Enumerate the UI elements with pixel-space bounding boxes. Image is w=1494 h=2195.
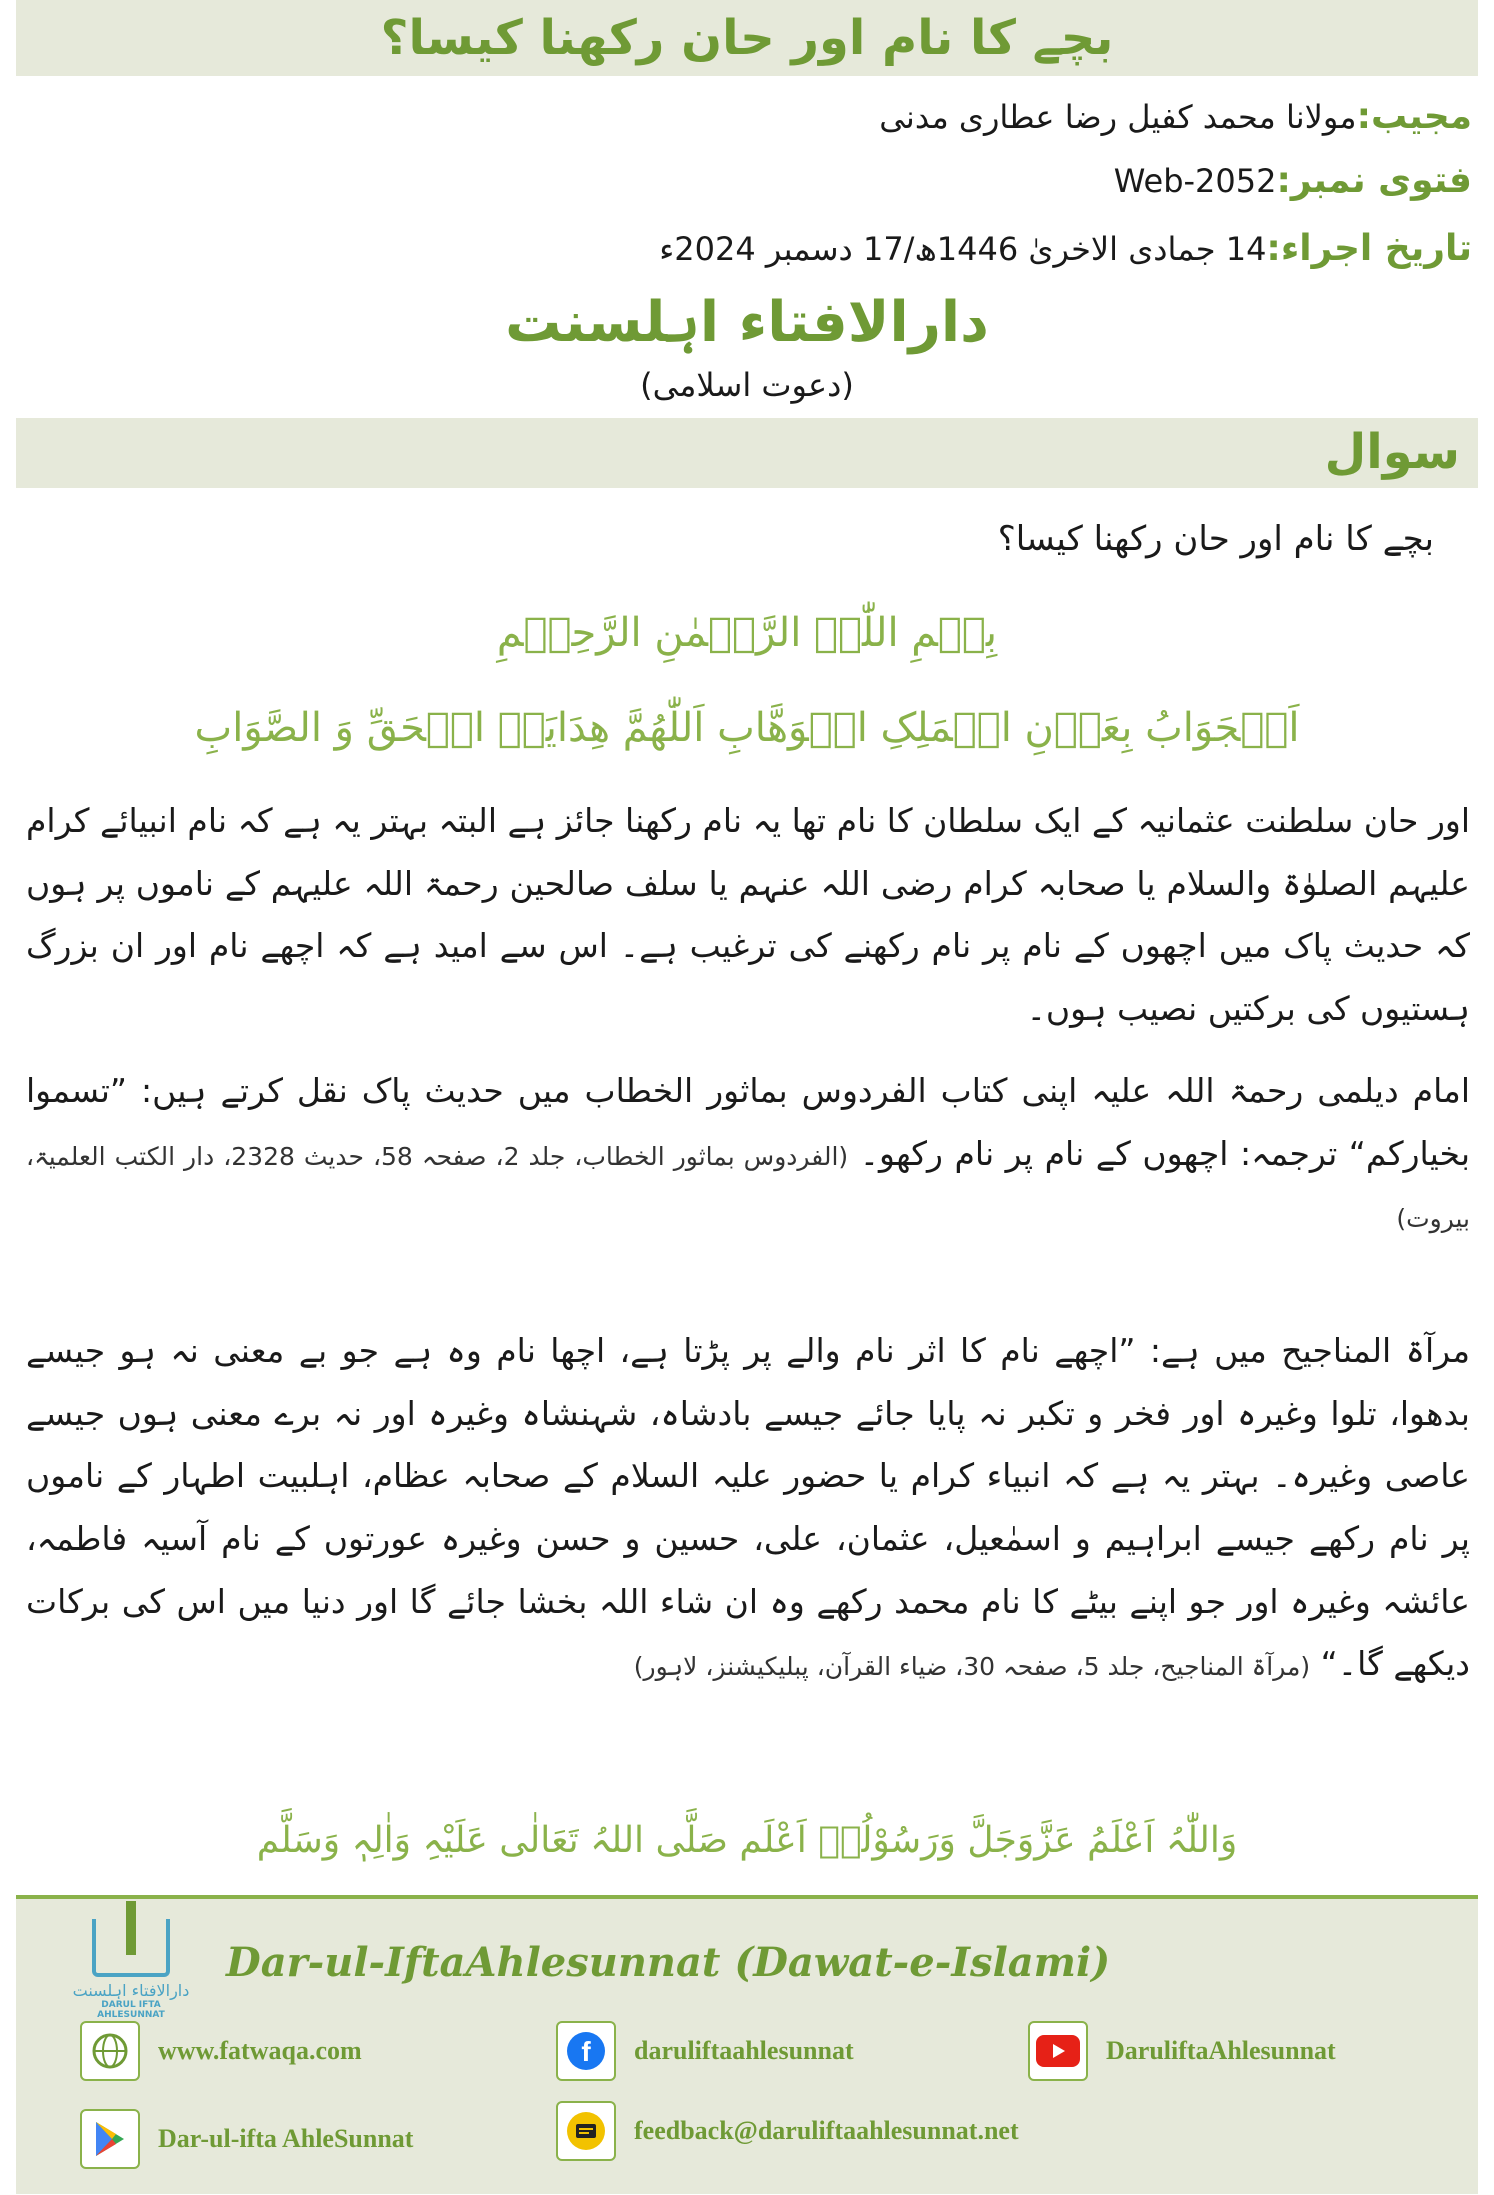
org-name: دارالافتاء اہلسنت: [505, 290, 989, 355]
feedback-icon: [556, 2101, 616, 2161]
answer-opening: اَلۡجَوَابُ بِعَوۡنِ الۡمَلِکِ الۡوَھَّابِ اَللّٰھُمَّ ھِدَایَۃَ الۡحَقِّ وَ الصَّوَابِ: [194, 705, 1300, 751]
globe-icon: [80, 2021, 140, 2081]
logo-english-text: DARUL IFTA AHLESUNNAT: [97, 2000, 165, 2020]
fatwa-value: Web-2052: [1113, 162, 1277, 200]
website-label: www.fatwaqa.com: [158, 2036, 362, 2065]
org-subtitle: (دعوت اسلامی): [640, 366, 854, 404]
date-label: تاریخ اجراء:: [1266, 228, 1472, 269]
footer: [16, 1895, 1478, 2194]
website-link[interactable]: [80, 2021, 362, 2081]
page-title: بچے کا نام اور حان رکھنا کیسا؟: [380, 10, 1114, 66]
paragraph-2-text: امام دیلمی رحمۃ اللہ علیہ اپنی کتاب الفردوس بماثور الخطاب میں حدیث پاک نقل کرتے ہیں: ”تسموا بخیارکم“ ترجمہ: اچھوں کے نام پر نام رکھو۔: [26, 1071, 1471, 1173]
question-band: [16, 418, 1478, 488]
darul-ifta-logo: [71, 1919, 191, 2020]
answer-paragraph-2: [26, 1060, 1470, 1248]
bismillah: بِسۡمِ اللّٰہِ الرَّحۡمٰنِ الرَّحِیۡمِ: [496, 610, 998, 656]
mujeeb-row: [879, 96, 1472, 137]
closing-dua: وَاللّٰہُ اَعْلَمُ عَزَّوَجَلَّ وَرَسُوْلُہٗ اَعْلَم صَلَّی اللہُ تَعَالٰی عَلَیْہِ وَاٰلِہٖ وَسَلَّم: [256, 1820, 1238, 1861]
youtube-link[interactable]: [1028, 2021, 1336, 2081]
playstore-link[interactable]: [80, 2109, 413, 2169]
email-link[interactable]: [556, 2101, 1019, 2161]
fatwa-label: فتوی نمبر:: [1276, 160, 1472, 201]
footer-brand: Dar-ul-IftaAhlesunnat (Dawat-e-Islami): [226, 1939, 1111, 1986]
question-heading: سوال: [1324, 424, 1460, 480]
play-store-icon: [80, 2109, 140, 2169]
facebook-label: daruliftaahlesunnat: [634, 2036, 854, 2065]
date-value: 14 جمادی الاخریٰ 1446ھ/17 دسمبر 2024ء: [659, 230, 1267, 268]
paragraph-3-reference: (مرآۃ المناجیح، جلد 5، صفحہ 30، ضیاء القرآن، پبلیکیشنز، لاہور): [633, 1652, 1311, 1682]
question-text: بچے کا نام اور حان رکھنا کیسا؟: [997, 519, 1434, 559]
book-logo-icon: [92, 1919, 170, 1977]
playstore-label: Dar-ul-ifta AhleSunnat: [158, 2124, 414, 2153]
paragraph-3-text: مرآۃ المناجیح میں ہے: ”اچھے نام کا اثر نام والے پر پڑتا ہے، اچھا نام وہ ہے جو بے معنی نہ ہو جیسے بدھوا، تلوا وغیرہ اور فخر و تکبر نہ پایا جائے جیسے بادشاہ، شہنشاہ وغیرہ اور نہ برے معنی ہوں جیسے عاصی وغیرہ۔ بہتر یہ ہے کہ انبیاء کرام یا حضور علیہ السلام کے صحابہ عظام، اہلبیت اطہار کے ناموں پر نام رکھے جیسے ابراہیم و اسمٰعیل، عثمان، علی، حسین و حسن وغیرہ عورتوں کے نام آسیہ فاطمہ، عائشہ وغیرہ اور جو اپنے بیٹے کا نام محمد رکھے وہ ان شاء اللہ بخشا جائے گا اور دنیا میں اس کی برکات دیکھے گا۔“: [26, 1331, 1470, 1684]
mujeeb-value: مولانا محمد کفیل رضا عطاری مدنی: [879, 98, 1357, 136]
date-row: [659, 228, 1472, 269]
youtube-icon: [1028, 2021, 1088, 2081]
logo-arabic-text: دارالافتاء اہلسنت: [72, 1981, 190, 2000]
facebook-link[interactable]: [556, 2021, 854, 2081]
answer-paragraph-3: [26, 1320, 1470, 1696]
youtube-label: DaruliftaAhlesunnat: [1106, 2036, 1336, 2065]
paragraph-2-reference: (الفردوس بماثور الخطاب، جلد 2، صفحہ 58، حدیث 2328، دار الکتب العلمیۃ، بیروت): [26, 1141, 1470, 1234]
fatwa-row: [1114, 160, 1472, 201]
svg-text:f: f: [581, 2036, 591, 2067]
answer-paragraph-1: اور حان سلطنت عثمانیہ کے ایک سلطان کا نام تھا یہ نام رکھنا جائز ہے البتہ بہتر یہ ہے کہ نام انبیائے کرام علیہم الصلوٰۃ والسلام یا صحابہ کرام رضی اللہ عنہم یا سلف صالحین رحمۃ اللہ علیہم کے ناموں پر ہوں کہ حدیث پاک میں اچھوں کے نام پر نام رکھنے کی ترغیب ہے۔ اس سے امید ہے کہ اچھے نام اور ان بزرگ ہستیوں کی برکتیں نصیب ہوں۔: [26, 801, 1470, 1029]
title-band: [16, 0, 1478, 76]
email-label: feedback@daruliftaahlesunnat.net: [634, 2116, 1019, 2145]
facebook-icon: [556, 2021, 616, 2081]
mujeeb-label: مجیب:: [1356, 96, 1472, 137]
